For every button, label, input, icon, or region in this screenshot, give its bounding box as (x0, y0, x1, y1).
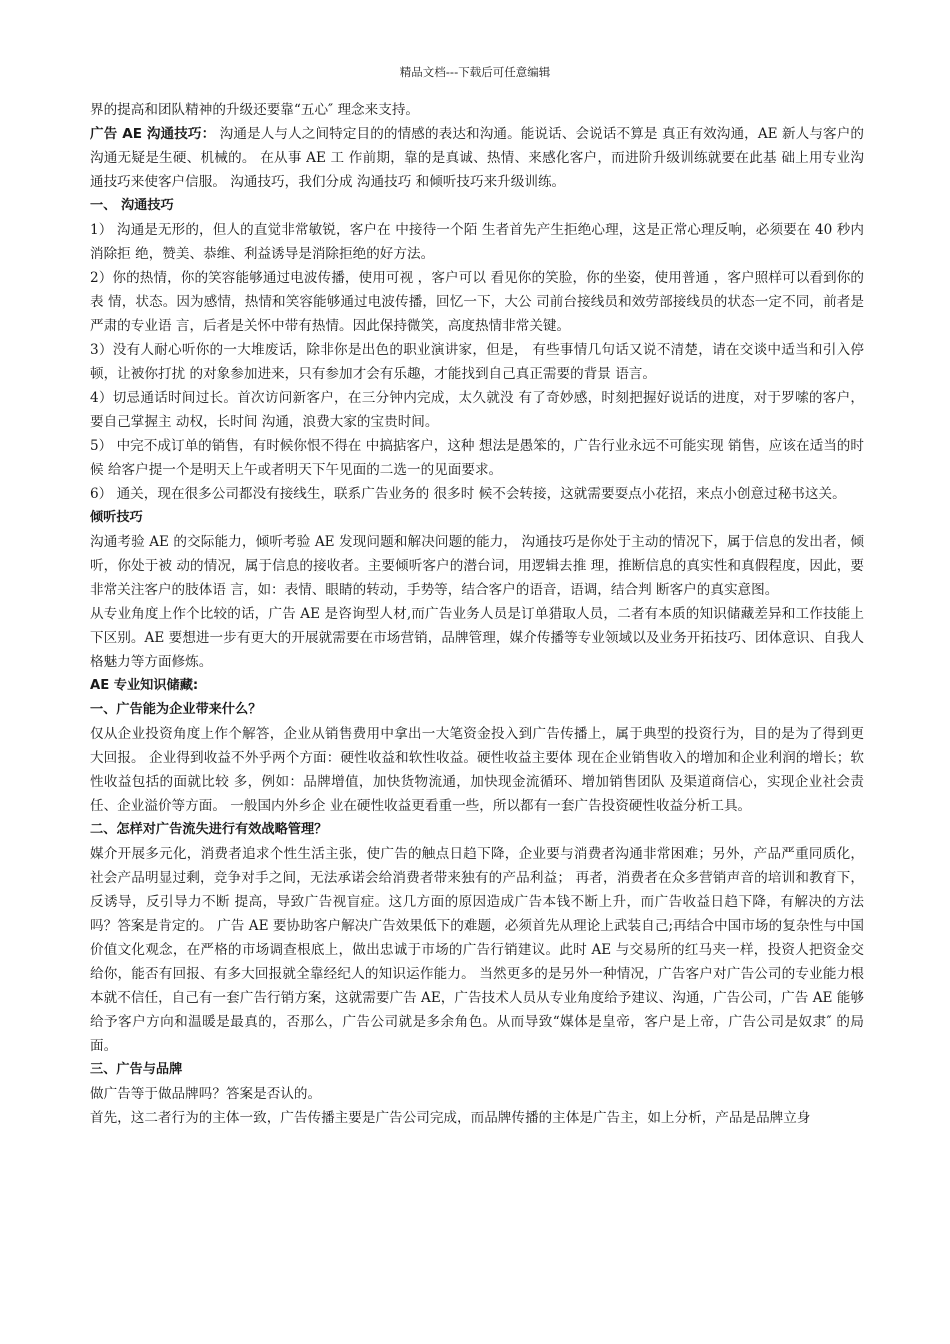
paragraph: 5） 中完不成订单的销售，有时候你恨不得在 中搞掂客户，这种 想法是愚笨的，广告行业永远不可能实现 销售，应该在适当的时候 给客户提一个是明天上午或者明天下午见面的二选一的见面要求。 (90, 438, 864, 478)
paragraph: 首先，这二者行为的主体一致，广告传播主要是广告公司完成，而品牌传播的主体是广告主，如上分析，产品是品牌立身 (90, 1110, 811, 1126)
paragraph: 1） 沟通是无形的，但人的直觉非常敏锐，客户在 中接待一个陌 生者首先产生拒绝心理，这是正常心理反响，必须要在 40 秒内消除拒 绝，赞美、恭维、利益诱导是消除拒绝的好方法。 (90, 222, 864, 262)
paragraph-communication-skills (90, 122, 864, 194)
page-header: 精品文档---下载后可任意编辑 (399, 65, 551, 79)
paragraph: 界的提高和团队精神的升级还要靠“五心″ 理念来支持。 (90, 102, 420, 118)
section-heading: 三、广告与品牌 (90, 1062, 183, 1077)
paragraph: 沟通考验 AE 的交际能力，倾听考验 AE 发现问题和解决问题的能力， 沟通技巧是你处于主动的情况下，属于信息的发出者，倾听，你处于被 动的情况，属于信息的接收者。主要倾听客户的潜台词，用逻辑去推 理，推断信息的真实性和真假程度，因此，要非常关注客户的肢体语 言，如：表情、眼睛的转动，手势等，结合客户的语音，语调，结合判 断客户的真实意图。 (90, 534, 864, 598)
section-heading: AE 专业知识储藏: (90, 678, 199, 693)
paragraph: 2）你的热情，你的笑容能够通过电波传播，使用可视 ，客户可以 看见你的笑脸，你的坐姿，使用普通 ，客户照样可以看到你的表 情，状态。因为感情，热情和笑容能够通过电波传播，回忆一下，大公 司前台接线员和效劳部接线员的状态一定不同，前者是严肃的专业语 言，后者是关怀中带有热情。因此保持微笑，高度热情非常关键。 (90, 270, 864, 334)
document-body (90, 98, 864, 1130)
paragraph: 做广告等于做品牌吗？答案是否认的。 (90, 1086, 322, 1102)
section-heading: 一、 沟通技巧 (90, 198, 174, 213)
paragraph-text: 沟通是人与人之间特定目的的情感的表达和沟通。能说话、会说话不算是 真正有效沟通，AE 新人与客户的沟通无疑是生硬、机械的。 在从事 AE 工 作前期，靠的是真诚、热情、来感化客户，而进阶升级训练就要在此基 础上用专业沟通技巧来使客户信服。 沟通技巧，我们分成 沟通技巧 和倾听技巧来升级训练。 (90, 126, 864, 190)
section-heading: 倾听技巧 (90, 510, 143, 525)
paragraph: 媒介开展多元化，消费者追求个性生活主张，使广告的触点日趋下降，企业要与消费者沟通非常困难；另外，产品严重同质化，社会产品明显过剩，竞争对手之间，无法承诺会给消费者带来独有的产品利益； 再者，消费者在众多营销声音的培训和教育下，反诱导，反引导力不断 提高，导致广告视盲症。这几方面的原因造成广告本钱不断上升，而广告收益日趋下降，有解决的方法吗？答案是肯定的。 广告 AE 要协助客户解决广告效果低下的难题，必须首先从理论上武装自己;再结合中国市场的复杂性与中国价值文化观念，在严格的市场调查根底上，做出忠诚于市场的广告行销建议。此时 AE 与交易所的红马夹一样，投资人把资金交给你，能否有回报、有多大回报就全靠经纪人的知识运作能力。 当然更多的是另外一种情况，广告客户对广告公司的专业能力根本就不信任，自己有一套广告行销方案，这就需要广告 AE，广告技术人员从专业角度给予建议、沟通，广告公司，广告 AE 能够给予客户方向和温暖是最真的，否那么，广告公司就是多余角色。从而导致“媒体是皇帝，客户是上帝，广告公司是奴隶″ 的局面。 (90, 846, 864, 1054)
paragraph: 仅从企业投资角度上作个解答，企业从销售费用中拿出一大笔资金投入到广告传播上，属于典型的投资行为，目的是为了得到更大回报。 企业得到收益不外乎两个方面：硬性收益和软性收益。硬性收益主要体 现在企业销售收入的增加和企业利润的增长；软性收益包括的面就比较 多，例如：品牌增值，加快货物流通，加快现金流循环、增加销售团队 及渠道商信心，实现企业社会责任、企业溢价等方面。 一般国内外乡企 业在硬性收益更看重一些，所以都有一套广告投资硬性收益分析工具。 (90, 726, 864, 814)
section-heading: 一、广告能为企业带来什么？ (90, 702, 262, 717)
paragraph: 3）没有人耐心听你的一大堆废话，除非你是出色的职业演讲家，但是， 有些事情几句话又说不清楚，请在交谈中适当和引入停顿，让被你打扰 的对象参加进来，只有参加才会有乐趣，才能找到自己真正需要的背景 语言。 (90, 342, 864, 382)
paragraph: 从专业角度上作个比较的话，广告 AE 是咨询型人材,而广告业务人员是订单猎取人员，二者有本质的知识储藏差异和工作技能上下区别。AE 要想进一步有更大的开展就需要在市场营销，品牌管理，媒介传播等专业领域以及业务开拓技巧、团体意识、自我人格魅力等方面修炼。 (90, 606, 864, 670)
paragraph: 6） 通关，现在很多公司都没有接线生，联系广告业务的 很多时 候不会转接，这就需要耍点小花招，来点小创意过秘书这关。 (90, 486, 846, 502)
paragraph: 4）切忌通话时间过长。首次访问新客户，在三分钟内完成，太久就没 有了奇妙感，时刻把握好说话的进度，对于罗嗦的客户，要自己掌握主 动权，长时间 沟通，浪费大家的宝贵时间。 (90, 390, 864, 430)
section-heading: 二、怎样对广告流失进行有效战略管理？ (90, 822, 328, 837)
inline-heading: 广告 AE 沟通技巧： (90, 126, 216, 142)
